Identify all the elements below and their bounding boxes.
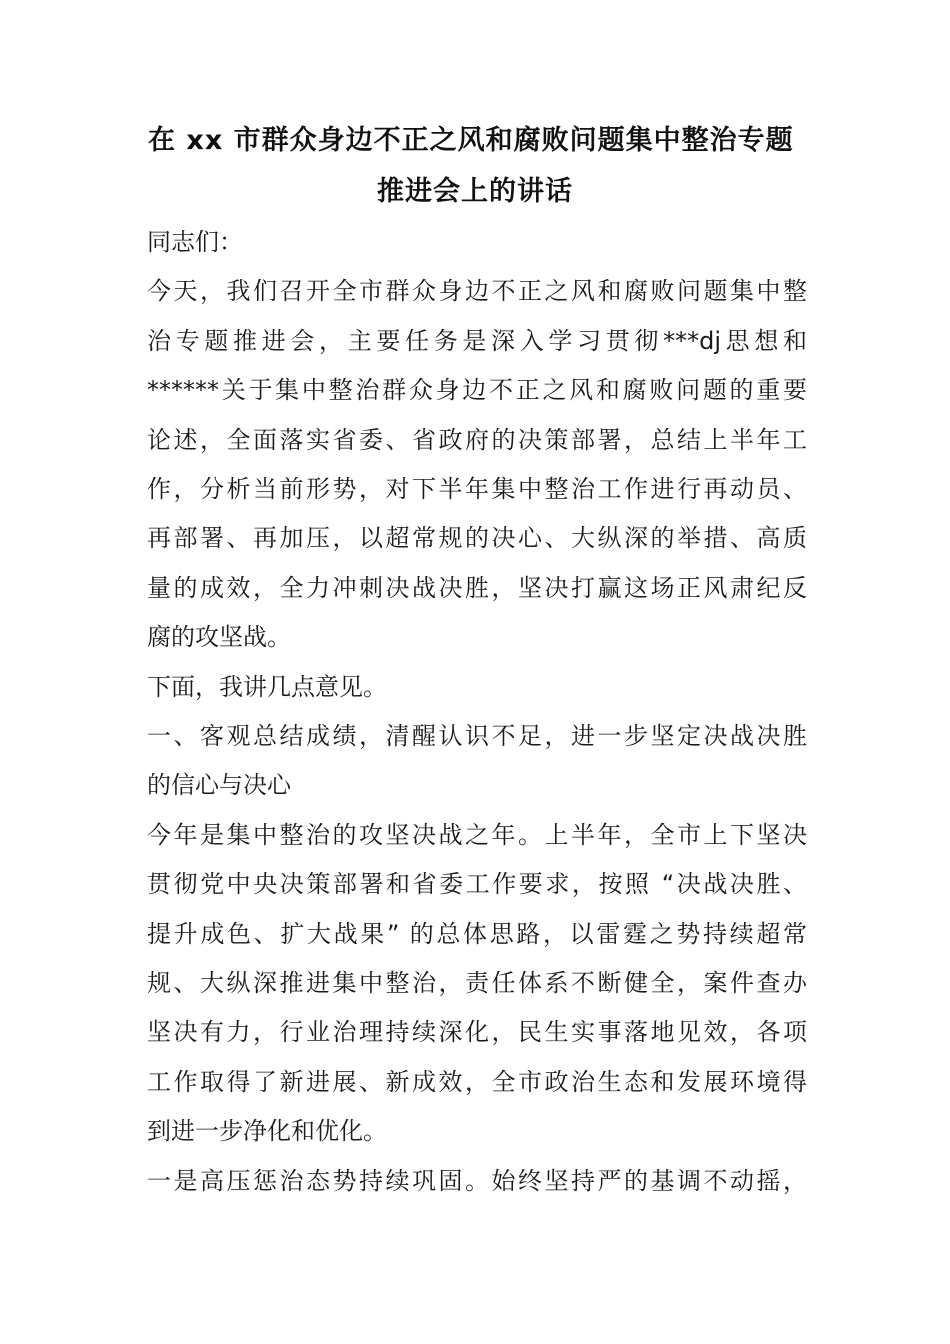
body-line: 腐的攻坚战。 [147, 623, 291, 651]
body-line: 坚决有力，行业治理持续深化，民生实事落地见效，各项 [147, 1018, 807, 1046]
body-line: 工作取得了新进展、新成效，全市政治生态和发展环境得 [147, 1068, 807, 1096]
body-line: 一是高压惩治态势持续巩固。始终坚持严的基调不动摇， [147, 1167, 807, 1195]
body-line: 的信心与决心 [147, 771, 291, 799]
body-line: 量的成效，全力冲刺决战决胜，坚决打赢这场正风肃纪反 [147, 574, 807, 602]
body-line: 再部署、再加压，以超常规的决心、大纵深的举措、高质 [147, 524, 807, 552]
body-line: 治专题推进会，主要任务是深入学习贯彻***dj思想和 [147, 327, 807, 355]
body-line: 作，分析当前形势，对下半年集中整治工作进行再动员、 [147, 475, 807, 503]
body-line: 一、客观总结成绩，清醒认识不足，进一步坚定决战决胜 [147, 722, 807, 750]
document-title-line-2: 推进会上的讲话 [377, 176, 573, 207]
document-title-line-1: 在 xx 市群众身边不正之风和腐败问题集中整治专题 [148, 125, 794, 156]
body-line: 下面，我讲几点意见。 [147, 673, 387, 701]
body-line: 今年是集中整治的攻坚决战之年。上半年，全市上下坚决 [147, 821, 807, 849]
body-line: 规、大纵深推进集中整治，责任体系不断健全，案件查办 [147, 969, 807, 997]
body-line: 到进一步净化和优化。 [147, 1117, 387, 1145]
body-line: ******关于集中整治群众身边不正之风和腐败问题的重要 [147, 376, 807, 404]
body-line: 提升成色、扩大战果” 的总体思路，以雷霆之势持续超常 [147, 920, 807, 948]
body-line: 今天，我们召开全市群众身边不正之风和腐败问题集中整 [147, 277, 807, 305]
body-line: 同志们： [147, 228, 243, 256]
body-line: 论述，全面落实省委、省政府的决策部署，总结上半年工 [147, 426, 807, 454]
body-line: 贯彻党中央决策部署和省委工作要求，按照 “决战决胜、 [147, 870, 807, 898]
